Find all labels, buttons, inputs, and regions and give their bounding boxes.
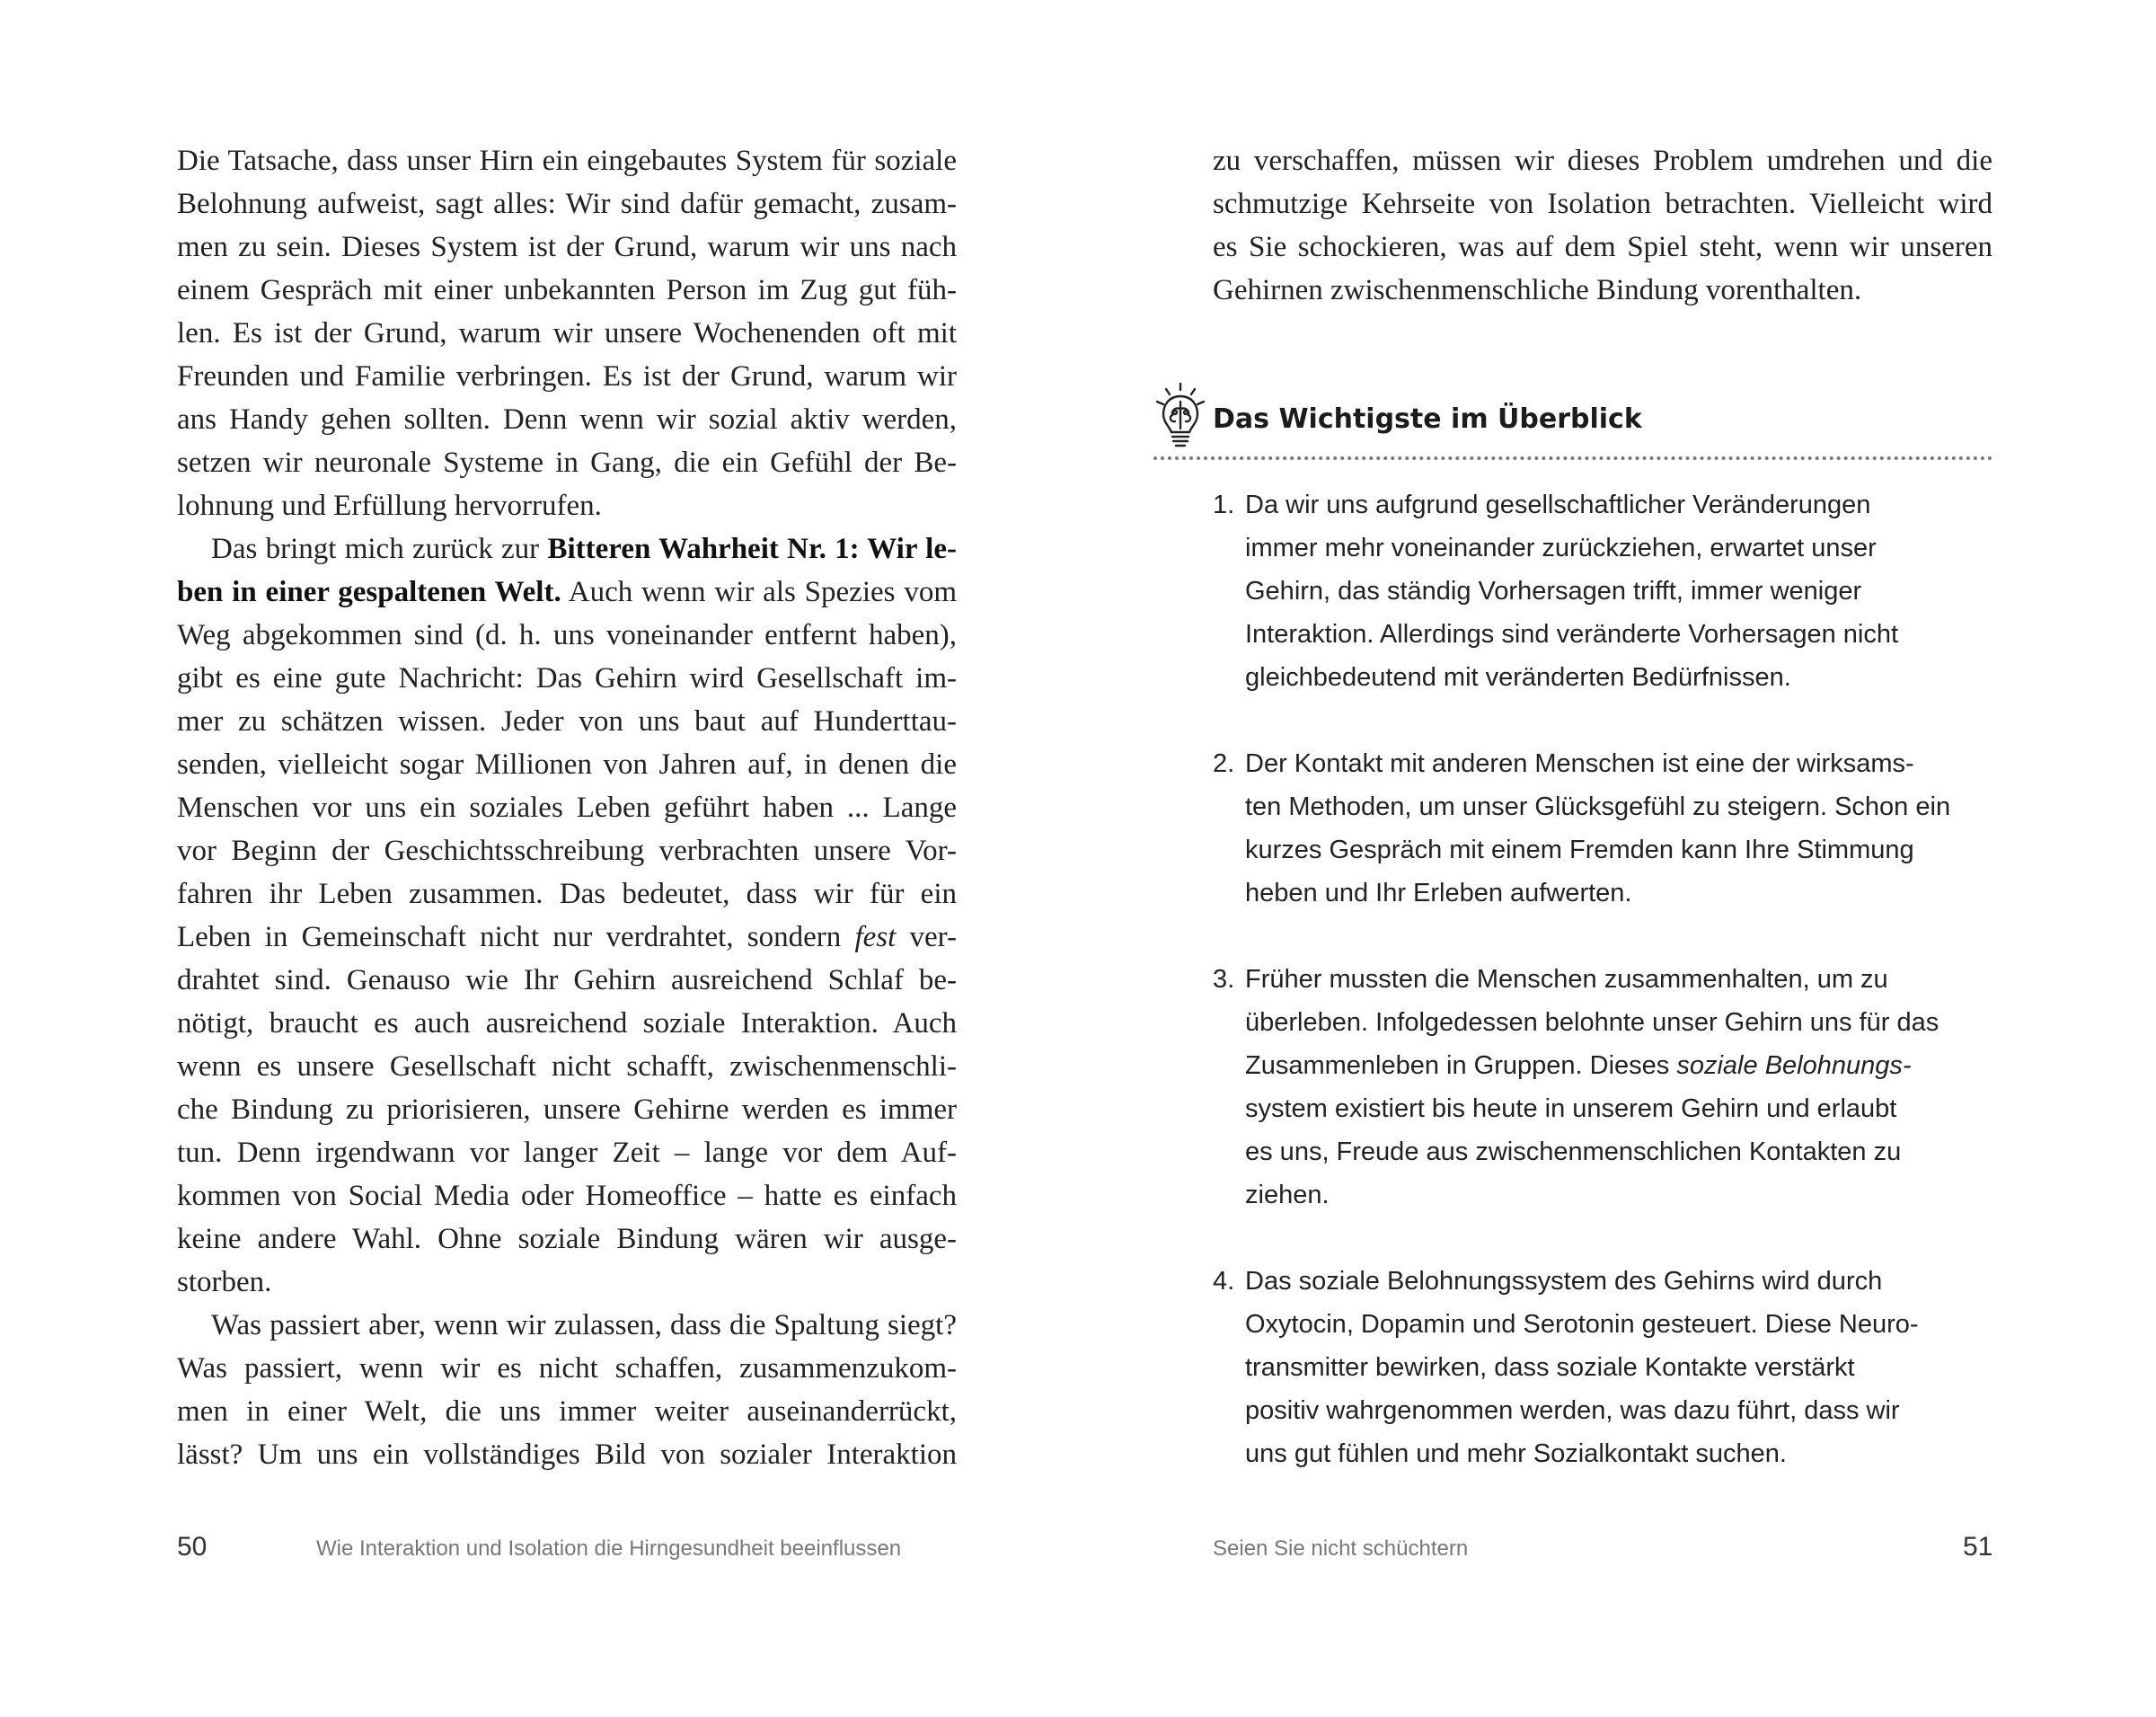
text-line: Belohnung aufweist, sagt alles: Wir sind dafür gemacht, zusam- — [177, 188, 957, 220]
text-line: drahtet sind. Genauso wie Ihr Gehirn ausreichend Schlaf be- — [177, 964, 957, 996]
right-running-title — [1213, 1536, 1468, 1562]
running-title: Seien Sie nicht schüchtern — [1213, 1536, 1469, 1561]
right-page-number — [1963, 1532, 1993, 1562]
list-line: system existiert bis heute in unserem Gehirn und erlaubt — [1245, 1094, 1897, 1123]
running-title: Wie Interaktion und Isolation die Hirngesundheit beeinflussen — [316, 1536, 902, 1561]
lightbulb-brain-icon — [1153, 382, 1207, 454]
list-number: 1. — [1213, 491, 1235, 519]
text-line: lässt? Um uns ein vollständiges Bild von sozialer Interaktion — [177, 1438, 957, 1471]
right-page — [1078, 0, 2156, 1717]
list-line: immer mehr voneinander zurückziehen, erwartet unser — [1245, 534, 1877, 562]
text-line: Freunden und Familie verbringen. Es ist der Grund, warum wir — [177, 360, 957, 393]
text-line: zu verschaffen, müssen wir dieses Problem umdrehen und die — [1213, 145, 1993, 177]
text-line: Was passiert, wenn wir es nicht schaffen, zusammenzukom- — [177, 1352, 957, 1385]
page-number: 50 — [177, 1532, 208, 1562]
left-running-title — [316, 1536, 901, 1562]
list-item — [1213, 742, 2003, 915]
list-line: kurzes Gespräch mit einem Fremden kann Ihre Stimmung — [1245, 836, 1914, 864]
text-line: men zu sein. Dieses System ist der Grund, warum wir uns nach — [177, 231, 957, 263]
text-line: Gehirnen zwischenmenschliche Bindung vorenthalten. — [1213, 274, 1862, 306]
text-line: Menschen vor uns ein soziales Leben geführt haben ... Lange — [177, 792, 957, 824]
list-line: positiv wahrgenommen werden, was dazu führt, dass wir — [1245, 1396, 1900, 1425]
italic-word: fest — [854, 921, 897, 953]
dotted-divider — [1153, 456, 1993, 460]
list-number: 4. — [1213, 1267, 1235, 1296]
list-item — [1213, 958, 2003, 1217]
list-line: Oxytocin, Dopamin und Serotonin gesteuert. Diese Neuro- — [1245, 1310, 1919, 1339]
text-fragment: Zusammenleben in Gruppen. Dieses — [1245, 1051, 1677, 1080]
text-line: len. Es ist der Grund, warum wir unsere Wochenenden oft mit — [177, 317, 957, 350]
list-line: heben und Ihr Erleben aufwerten. — [1245, 879, 1632, 907]
text-line: keine andere Wahl. Ohne soziale Bindung wären wir ausge- — [177, 1223, 957, 1255]
text-line: mer zu schätzen wissen. Jeder von uns baut auf Hunderttau- — [177, 705, 957, 738]
text-line — [177, 916, 957, 959]
text-fragment: Auch wenn wir als Spezies vom — [561, 576, 957, 608]
list-line — [1245, 1044, 2003, 1087]
list-line: Das soziale Belohnungssystem des Gehirns wird durch — [1245, 1267, 1883, 1296]
text-line: einem Gespräch mit einer unbekannten Person im Zug gut füh- — [177, 274, 957, 306]
text-line: Weg abgekommen sind (d. h. uns voneinander entfernt haben), — [177, 619, 957, 651]
text-line: es Sie schockieren, was auf dem Spiel steht, wenn wir unseren — [1213, 231, 1993, 263]
text-line: lohnung und Erfüllung hervorrufen. — [177, 490, 602, 522]
text-line: wenn es unsere Gesellschaft nicht schafft, zwischenmenschli- — [177, 1050, 957, 1083]
text-line: gibt es eine gute Nachricht: Das Gehirn wird Gesellschaft im- — [177, 662, 957, 695]
page-number: 51 — [1963, 1532, 1993, 1562]
bold-phrase: ben in einer gespaltenen Welt. — [177, 576, 561, 608]
list-line: Interaktion. Allerdings sind veränderte Vorhersagen nicht — [1245, 620, 1899, 649]
text-line: ans Handy gehen sollten. Denn wenn wir sozial aktiv werden, — [177, 403, 957, 436]
text-line — [177, 571, 957, 614]
text-line: schmutzige Kehrseite von Isolation betrachten. Vielleicht wird — [1213, 188, 1993, 220]
list-line: ten Methoden, um unser Glücksgefühl zu steigern. Schon ein — [1245, 792, 1951, 821]
text-line: vor Beginn der Geschichtsschreibung verbrachten unsere Vor- — [177, 835, 957, 867]
text-fragment: Leben in Gemeinschaft nicht nur verdrahtet, sondern — [177, 921, 855, 953]
list-item — [1213, 1260, 2003, 1475]
left-page-number — [177, 1532, 207, 1562]
text-line: fahren ihr Leben zusammen. Das bedeutet, dass wir für ein — [177, 878, 957, 910]
text-line: storben. — [177, 1266, 272, 1298]
list-line: Der Kontakt mit anderen Menschen ist eine der wirksams- — [1245, 749, 1914, 778]
italic-phrase: soziale Belohnungs- — [1676, 1051, 1912, 1080]
text-line: che Bindung zu priorisieren, unsere Gehirne werden es immer — [177, 1093, 957, 1126]
text-line: kommen von Social Media oder Homeoffice – hatte es einfach — [177, 1180, 957, 1212]
summary-list — [1213, 483, 2003, 1475]
list-line: Gehirn, das ständig Vorhersagen trifft, immer weniger — [1245, 577, 1862, 606]
list-line: Da wir uns aufgrund gesellschaftlicher Veränderungen — [1245, 491, 1871, 519]
text-line: setzen wir neuronale Systeme in Gang, die ein Gefühl der Be- — [177, 447, 957, 479]
summary-box-heading: Das Wichtigste im Überblick — [1213, 403, 1642, 435]
text-line — [177, 527, 957, 571]
text-line: Was passiert aber, wenn wir zulassen, dass die Spaltung siegt? — [211, 1309, 957, 1341]
left-body-text — [177, 139, 957, 1476]
list-line: ziehen. — [1245, 1181, 1330, 1209]
bold-phrase: Bitteren Wahrheit Nr. 1: Wir le- — [547, 533, 957, 565]
list-line: transmitter bewirken, dass soziale Kontakte verstärkt — [1245, 1353, 1855, 1382]
list-line: uns gut fühlen und mehr Sozialkontakt suchen. — [1245, 1439, 1787, 1468]
text-line: men in einer Welt, die uns immer weiter auseinanderrückt, — [177, 1395, 957, 1428]
list-line: es uns, Freude aus zwischenmenschlichen Kontakten zu — [1245, 1137, 1902, 1166]
list-line: überleben. Infolgedessen belohnte unser Gehirn uns für das — [1245, 1008, 1940, 1037]
text-line: tun. Denn irgendwann vor langer Zeit – lange vor dem Auf- — [177, 1137, 957, 1169]
text-line: senden, vielleicht sogar Millionen von Jahren auf, in denen die — [177, 748, 957, 781]
list-number: 2. — [1213, 749, 1235, 778]
text-fragment: ver- — [896, 921, 957, 953]
list-line: gleichbedeutend mit veränderten Bedürfnissen. — [1245, 663, 1791, 692]
text-fragment: Das bringt mich zurück zur — [211, 533, 548, 565]
text-line: nötigt, braucht es auch ausreichend soziale Interaktion. Auch — [177, 1007, 957, 1040]
list-line: Früher mussten die Menschen zusammenhalten, um zu — [1245, 965, 1888, 994]
list-item — [1213, 483, 2003, 699]
text-line: Die Tatsache, dass unser Hirn ein eingebautes System für soziale — [177, 145, 957, 177]
list-number: 3. — [1213, 965, 1235, 994]
right-body-text — [1213, 139, 1993, 312]
